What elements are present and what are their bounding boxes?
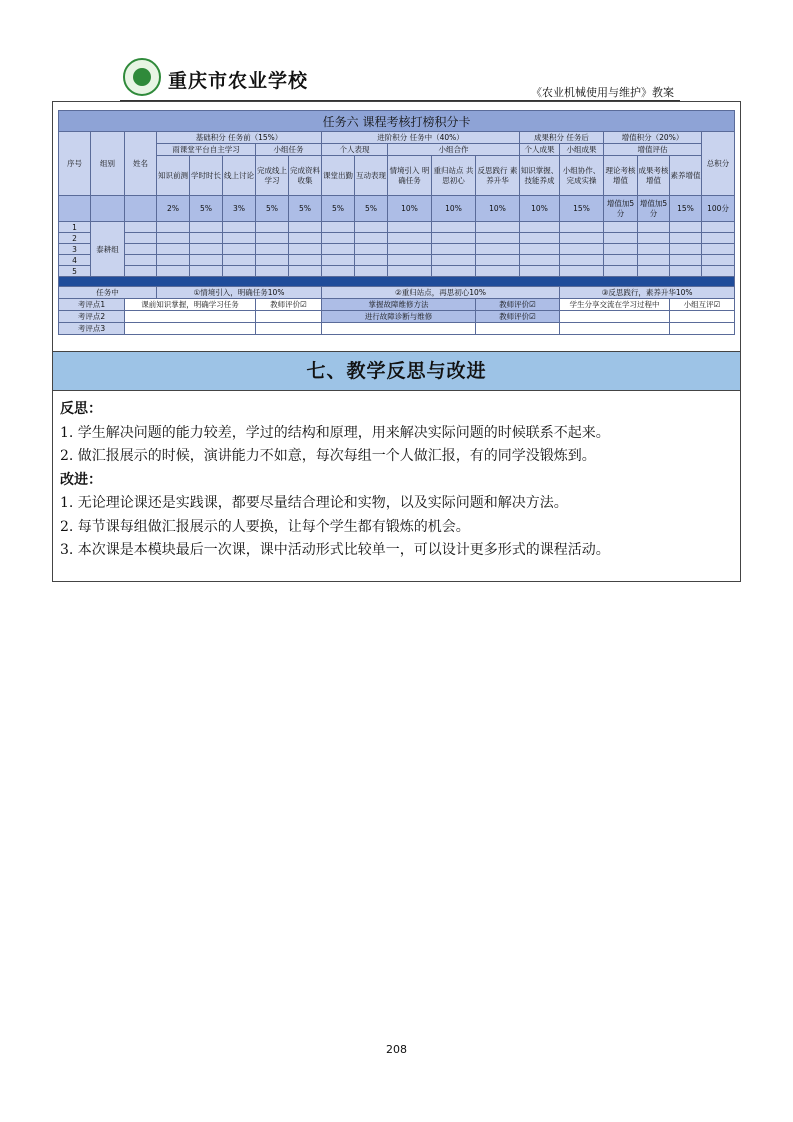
assessment-cell: 教师评价☑ (476, 299, 560, 311)
item-header: 互动表现 (355, 156, 388, 196)
weight-cell: 5% (289, 196, 322, 222)
assessment-cell (560, 311, 670, 323)
divider-bar (59, 277, 735, 287)
sub-personal-result: 个人成果 (520, 144, 560, 156)
section-title: 七、教学反思与改进 (53, 351, 740, 391)
item-header: 线上讨论 (223, 156, 256, 196)
weight-cell: 增值加5分 (638, 196, 670, 222)
row-number: 3 (59, 244, 91, 255)
school-name: 重庆市农业学校 (168, 70, 309, 92)
assessment-cell: 课前知识掌握，明确学习任务 (125, 299, 256, 311)
item-header: 完成线上学习 (256, 156, 289, 196)
assessment-cell (476, 323, 560, 335)
weight-cell: 10% (476, 196, 520, 222)
page-number: 208 (386, 1043, 407, 1056)
col-group: 组别 (91, 132, 125, 196)
item-header: 情境引入 明确任务 (388, 156, 432, 196)
assessment-cell: 掌握故障维修方法 (322, 299, 476, 311)
reflection-heading: 反思： (60, 401, 102, 417)
row-number: 5 (59, 266, 91, 277)
assessment-cell (670, 311, 735, 323)
item-header: 成果考核增值 (638, 156, 670, 196)
score-card (58, 110, 734, 342)
improvement-heading: 改进： (60, 471, 102, 488)
assessment-label: 考评点3 (59, 323, 125, 335)
weight-cell: 增值加5分 (604, 196, 638, 222)
item-header: 学时时长 (190, 156, 223, 196)
row-number: 2 (59, 233, 91, 244)
col-seq: 序号 (59, 132, 91, 196)
task-label: 任务中 (59, 287, 157, 299)
weight-cell: 5% (355, 196, 388, 222)
col-total: 总积分 (702, 132, 735, 196)
assessment-label: 考评点1 (59, 299, 125, 311)
assessment-cell: 小组互评☑ (670, 299, 735, 311)
school-logo (123, 58, 161, 96)
assessment-cell (670, 323, 735, 335)
assessment-label: 考评点2 (59, 311, 125, 323)
weight-cell: 10% (432, 196, 476, 222)
sub-personal: 个人表现 (322, 144, 388, 156)
item-header: 反思践行 素养升华 (476, 156, 520, 196)
weight-cell: 15% (670, 196, 702, 222)
assessment-cell (256, 311, 322, 323)
improvement-item: 3. 本次课是本模块最后一次课，课中活动形式比较单一，可以设计更多形式的课程活动。 (60, 542, 610, 558)
assessment-cell (560, 323, 670, 335)
assessment-cell (256, 323, 322, 335)
sub-value-eval: 增值评估 (604, 144, 702, 156)
improvement-item: 1. 无论理论课还是实践课，都要尽量结合理论和实物，以及实际问题和解决方法。 (60, 495, 568, 511)
item-header: 素养增值 (670, 156, 702, 196)
reflection-body (60, 398, 730, 563)
item-header: 理论考核增值 (604, 156, 638, 196)
phase-1: ①情境引入，明确任务10% (157, 287, 322, 299)
phase-2: ②重归站点，再思初心10% (322, 287, 560, 299)
weight-cell: 5% (190, 196, 223, 222)
group-value-add: 增值积分（20%） (604, 132, 702, 144)
row-number: 4 (59, 255, 91, 266)
group-result: 成果积分 任务后 (520, 132, 604, 144)
weight-cell: 10% (520, 196, 560, 222)
item-header: 小组协作、完成实操 (560, 156, 604, 196)
weight-cell: 100分 (702, 196, 735, 222)
group-name: 泰耕组 (91, 222, 125, 277)
weight-cell: 2% (157, 196, 190, 222)
weight-cell: 3% (223, 196, 256, 222)
assessment-cell: 进行故障诊断与维修 (322, 311, 476, 323)
assessment-cell (125, 311, 256, 323)
sub-team-coop: 小组合作 (388, 144, 520, 156)
item-header: 知识前测 (157, 156, 190, 196)
phase-3: ③反思践行，素养升华10% (560, 287, 735, 299)
sub-platform: 雨课堂平台自主学习 (157, 144, 256, 156)
sub-team-result: 小组成果 (560, 144, 604, 156)
weight-cell: 15% (560, 196, 604, 222)
row-number: 1 (59, 222, 91, 233)
page-header (120, 56, 680, 101)
item-header: 课堂出勤 (322, 156, 355, 196)
assessment-cell (125, 323, 256, 335)
item-header: 知识掌握、技能养成 (520, 156, 560, 196)
group-progress: 进阶积分 任务中（40%） (322, 132, 520, 144)
col-name: 姓名 (125, 132, 157, 196)
assessment-cell: 学生分享交流在学习过程中 (560, 299, 670, 311)
assessment-cell: 教师评价☑ (476, 311, 560, 323)
reflection-item: 1. 学生解决问题的能力较差，学过的结构和原理，用来解决实际问题的时候联系不起来。 (60, 424, 610, 441)
sub-team-task: 小组任务 (256, 144, 322, 156)
reflection-item: 2. 做汇报展示的时候，演讲能力不如意，每次每组一个人做汇报，有的同学没锻炼到。 (60, 448, 596, 464)
assessment-cell (322, 323, 476, 335)
course-title: 《农业机械使用与维护》教案 (531, 86, 674, 99)
score-card-table (58, 110, 735, 335)
assessment-cell: 教师评价☑ (256, 299, 322, 311)
weight-cell: 10% (388, 196, 432, 222)
item-header: 完成资料收集 (289, 156, 322, 196)
weight-cell: 5% (256, 196, 289, 222)
score-card-title: 任务六 课程考核打榜积分卡 (59, 111, 735, 132)
item-header: 重归站点 共思初心 (432, 156, 476, 196)
improvement-item: 2. 每节课每组做汇报展示的人要换，让每个学生都有锻炼的机会。 (60, 518, 470, 535)
weight-cell: 5% (322, 196, 355, 222)
group-basic: 基础积分 任务前（15%） (157, 132, 322, 144)
